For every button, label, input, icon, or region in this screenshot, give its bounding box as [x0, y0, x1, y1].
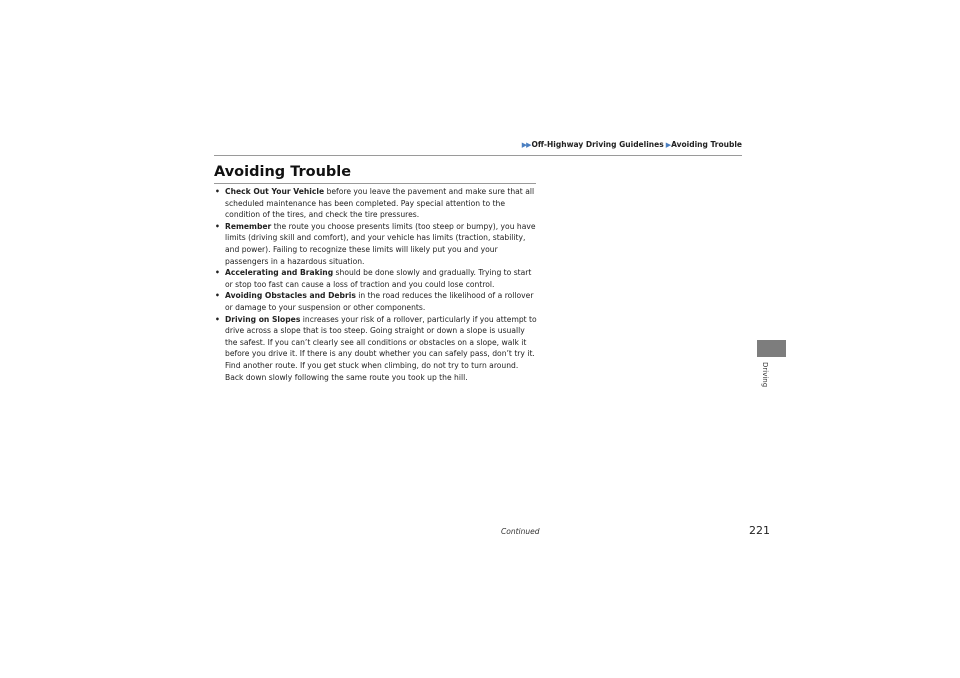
bullet-term: Accelerating and Braking: [225, 268, 334, 278]
bullet-icon: •: [215, 187, 220, 196]
bullet-icon: •: [215, 314, 220, 324]
bullet-icon: •: [215, 268, 220, 278]
bullet-icon: •: [215, 221, 220, 231]
header-rule: [214, 155, 742, 156]
bullet-term: Remember: [225, 221, 272, 231]
bullet-text: in the road reduces the likelihood of a rollover or damage to your suspension or other components.: [225, 291, 534, 312]
double-triangle-right-icon: ▶▶: [521, 140, 531, 149]
bullet-text: increases your risk of a rollover, particularly if you attempt to drive across a slope that is too steep. Going straight or down a slope is usually the safest. If you can’t clearly see all conditions or obstacles on a slope, walk it before you drive it. If there is any doubt whether you can safely pass, don’t try it. Find another route. If you get stuck when climbing, do not try to turn around. Back down slowly following the same route you took up the hill.: [225, 314, 537, 382]
bullet-term: Check Out Your Vehicle: [225, 187, 325, 196]
chapter-tab[interactable]: [757, 340, 786, 357]
list-item: [214, 290, 539, 313]
page-number: 221: [749, 524, 770, 537]
bullet-icon: •: [215, 291, 220, 301]
chapter-label: Driving: [761, 362, 769, 388]
page-title: Avoiding Trouble: [214, 164, 352, 180]
bullet-text: should be done slowly and gradually. Trying to start or stop too fast can cause a loss of traction and you could lose control.: [225, 268, 532, 289]
list-item: [214, 221, 539, 267]
continued-label: Continued: [501, 527, 540, 536]
bullet-term: Driving on Slopes: [225, 314, 301, 324]
bullet-text: before you leave the pavement and make sure that all scheduled maintenance has been completed. Pay special attention to the condition of the tires, and check the tire pressures.: [225, 187, 535, 220]
bullet-term: Avoiding Obstacles and Debris: [225, 291, 356, 301]
bullet-list: [214, 186, 539, 383]
breadcrumb: [522, 140, 742, 149]
list-item: [214, 314, 539, 384]
bullet-text: the route you choose presents limits (too steep or bumpy), you have limits (driving skill and comfort), and your vehicle has limits (traction, stability, and power). Failing to recognize these limits will likely put you and your passengers in a hazardous situation.: [225, 221, 536, 266]
triangle-right-icon: ▶: [665, 140, 671, 149]
list-item: [214, 186, 539, 221]
title-rule: [214, 183, 536, 184]
breadcrumb-section[interactable]: Off-Highway Driving Guidelines: [531, 140, 664, 149]
breadcrumb-page[interactable]: Avoiding Trouble: [671, 140, 742, 149]
list-item: [214, 267, 539, 290]
